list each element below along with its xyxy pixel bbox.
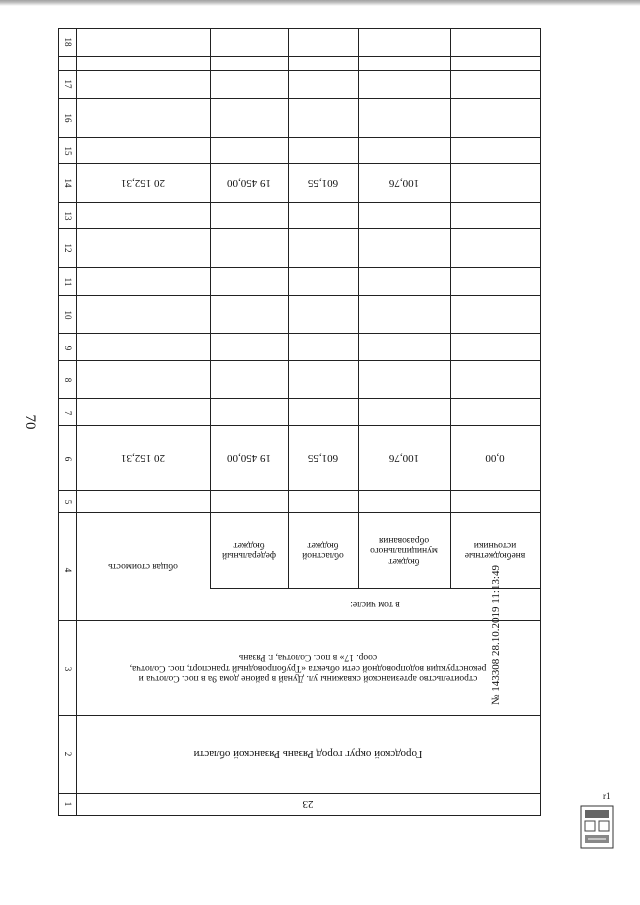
total-cost-label: общая стоимость [108,561,178,572]
column-number: 15 [63,146,73,156]
object-description: строительство артезианской скважины ул. Дунай в районе дома 9а в пос. Солотча и реконструкция водопроводной сети объекта «Трубопроводный транспорт, пос. Солотча, соор. 17» в пос. Солотча, г. Рязань [129,652,487,684]
col6-offbudget-value: 0,00 [485,451,505,464]
column-number: 18 [63,37,73,47]
registration-stamp: № 143308 28.10.2019 11:13:49 [490,565,502,705]
col14-offbudget-value [450,163,540,202]
column-number: 12 [63,243,73,253]
column-number: 14 [63,178,73,188]
column-number: 3 [63,666,73,672]
page-number: 70 [22,414,38,430]
emblem-logo [580,805,614,849]
column-number: 7 [63,410,73,416]
column-number: 1 [63,801,73,807]
col14-municipal-value: 100,76 [388,176,420,189]
col14-total-value: 20 152,31 [121,176,165,189]
column-number: 13 [63,211,73,221]
source-municipal-label: бюджет муниципального образования [370,534,438,566]
column-number: 6 [63,456,73,462]
row-number: 23 [302,798,314,811]
col14-federal-value: 19 450,00 [227,176,271,189]
source-offbudget-label: внебюджетные источники [464,540,526,561]
source-federal-label: федеральный бюджет [222,540,276,561]
column-number: 16 [63,113,73,123]
region-name: Городской округ город Рязань Рязанской области [193,748,423,761]
col6-municipal-value: 100,76 [388,451,420,464]
scan-edge [0,0,640,6]
column-number: 10 [63,310,73,320]
col6-regional-value: 601,55 [307,451,339,464]
column-number: 17 [63,79,73,89]
col6-total-value: 20 152,31 [121,451,165,464]
including-label: в том числе: [350,599,400,610]
column-number: 4 [63,567,73,573]
column-number: 8 [63,377,73,383]
source-regional-label: областной бюджет [302,540,344,561]
column-number: 5 [63,499,73,505]
column-number: 9 [63,345,73,351]
column-number: 2 [63,751,73,757]
stamp-mark: r1 [603,791,611,801]
column-number: 11 [63,277,73,287]
col6-federal-value: 19 450,00 [227,451,271,464]
col14-regional-value: 601,55 [307,176,339,189]
